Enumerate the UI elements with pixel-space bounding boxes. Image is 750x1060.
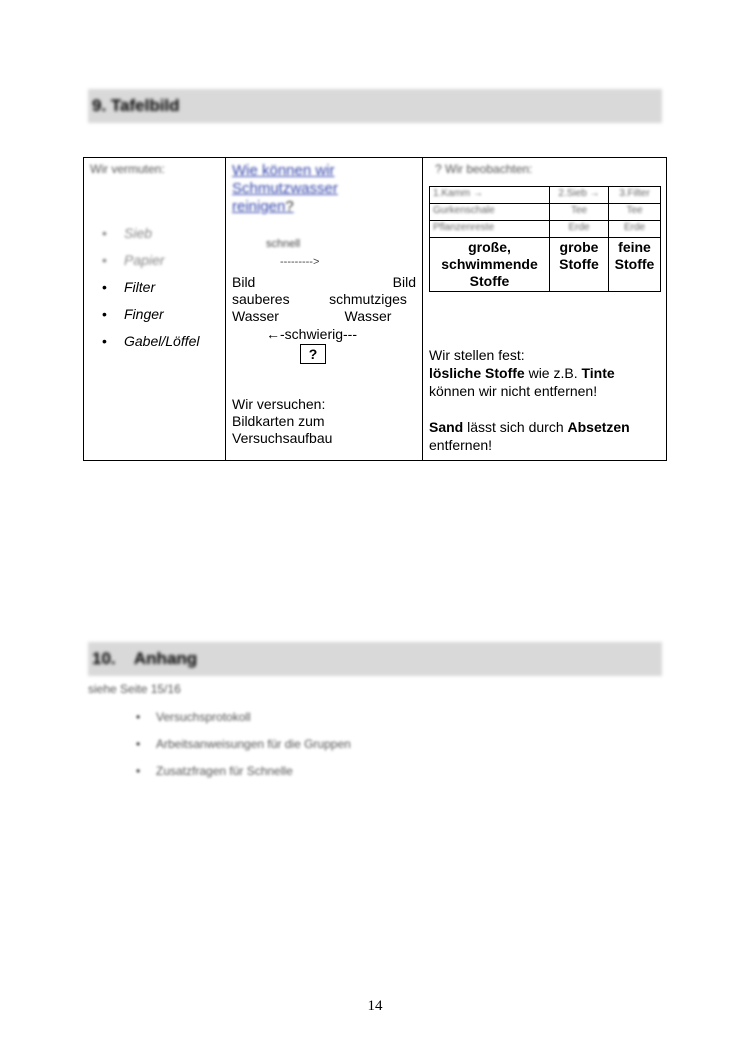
table-row <box>430 187 661 204</box>
clean-line-1: Bild <box>232 274 256 290</box>
table-cell: 1.Kamm → <box>430 187 550 204</box>
section-10-heading <box>88 642 662 676</box>
list-item: • Versuchsprotokoll <box>136 704 351 731</box>
question-link[interactable] <box>232 162 382 216</box>
dirty-line-3: Wasser <box>344 308 392 324</box>
list-item: • Papier <box>102 247 200 274</box>
list-item: • Arbeitsanweisungen für die Gruppen <box>136 731 351 758</box>
findings-intro: Wir stellen fest: <box>429 347 525 363</box>
question-mark: ? <box>285 198 294 215</box>
hypotheses-list <box>102 220 200 355</box>
soluble-end: können wir nicht entfernen! <box>429 383 598 399</box>
appendix-list <box>136 704 351 785</box>
observation-table <box>429 186 661 292</box>
table-cell: Pflanzenreste <box>430 221 550 238</box>
observation-column <box>423 158 666 460</box>
soluble-mid: wie z.B. <box>524 365 582 381</box>
sand-bold: Sand <box>429 419 464 435</box>
table-cell: feine Stoffe <box>609 238 661 292</box>
table-row-results <box>430 238 661 292</box>
dirty-line-2: schmutziges <box>329 291 407 307</box>
clean-water-picture-label <box>232 274 290 325</box>
list-item: • Filter <box>102 274 200 301</box>
page-number: 14 <box>367 998 383 1014</box>
section-9-title: 9. Tafelbild <box>92 96 180 115</box>
experiment-note <box>232 396 332 447</box>
list-item: • Zusatzfragen für Schnelle <box>136 758 351 785</box>
table-cell: Tee <box>609 204 661 221</box>
sand-mid: lässt sich durch <box>463 419 568 435</box>
blackboard-table <box>83 157 667 461</box>
section-9-heading <box>88 89 662 123</box>
clean-line-2: sauberes <box>232 291 290 307</box>
table-row <box>430 221 661 238</box>
list-item: • Gabel/Löffel <box>102 328 200 355</box>
try-line-3: Versuchsaufbau <box>232 430 333 446</box>
findings-text <box>429 346 665 454</box>
observation-header: ? Wir beobachten: <box>435 162 533 176</box>
settle-bold: Absetzen <box>567 419 630 435</box>
fast-label: schnell <box>266 238 301 250</box>
soluble-bold: lösliche Stoffe <box>429 365 525 381</box>
dirty-line-1: Bild <box>392 274 416 290</box>
table-cell: Tee <box>550 204 609 221</box>
table-cell: Erde <box>550 221 609 238</box>
findings-soluble <box>429 364 665 382</box>
table-cell: Erde <box>609 221 661 238</box>
dirty-water-picture-label <box>320 274 416 325</box>
question-box: ? <box>300 344 326 364</box>
findings-sand <box>429 418 665 436</box>
try-line-2: Bildkarten zum <box>232 413 325 429</box>
table-cell: 3.Filter <box>609 187 661 204</box>
list-item: • Sieb <box>102 220 200 247</box>
table-cell: 2.Sieb → <box>550 187 609 204</box>
table-cell: große, schwimmende Stoffe <box>430 238 550 292</box>
difficult-arrow-icon: ←-schwierig--- <box>266 326 357 342</box>
ink-bold: Tinte <box>581 365 615 381</box>
try-line-1: Wir versuchen: <box>232 396 326 412</box>
table-cell: grobe Stoffe <box>550 238 609 292</box>
fast-arrow-icon: ---------> <box>280 256 320 268</box>
clean-line-3: Wasser <box>232 308 279 324</box>
table-cell: Gurkenschale <box>430 204 550 221</box>
question-text: Wie können wir Schmutzwasser reinigen <box>232 162 338 215</box>
question-column <box>226 158 423 460</box>
section-10-title: 10. Anhang <box>92 649 198 668</box>
table-row <box>430 204 661 221</box>
list-item: • Finger <box>102 301 200 328</box>
appendix-reference: siehe Seite 15/16 <box>88 682 181 696</box>
hypotheses-column <box>84 158 226 460</box>
sand-end: entfernen! <box>429 437 493 453</box>
hypotheses-header: Wir vermuten: <box>90 162 165 176</box>
